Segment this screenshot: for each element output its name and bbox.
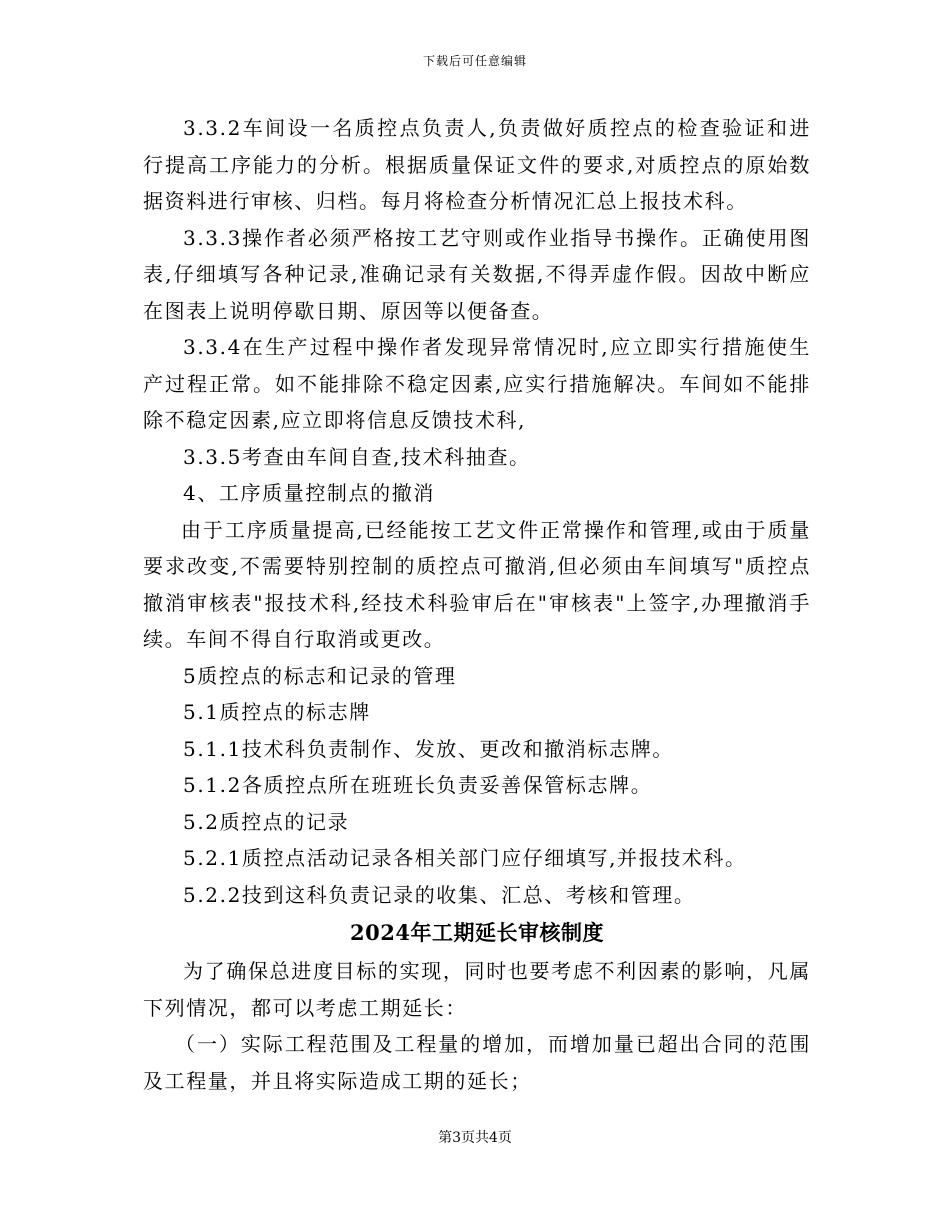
heading-section-5-1: 5.1质控点的标志牌 <box>183 700 371 724</box>
paragraph-5-1-1: 5.1.1技术科负责制作、发放、更改和撤消标志牌。 <box>183 736 674 761</box>
paragraph-5-1-2: 5.1.2各质控点所在班班长负责妥善保管标志牌。 <box>183 773 653 797</box>
paragraph-intro: 为了确保总进度目标的实现，同时也要考虑不利因素的影响，凡属下列情况，都可以考虑工期延长： <box>143 959 811 1020</box>
paragraph-5-2-2: 5.2.2技到这科负责记录的收集、汇总、考核和管理。 <box>183 882 696 907</box>
paragraph-3-3-5: 3.3.5考查由车间自查,技术科抽查。 <box>183 444 531 469</box>
paragraph-5-2-1: 5.2.1质控点活动记录各相关部门应仔细填写,并报技术科。 <box>183 846 747 870</box>
paragraph-3-3-3: 3.3.3操作者必须严格按工艺守则或作业指导书操作。正确使用图表,仔细填写各种记录,准确记录有关数据,不得弄虚作假。因故中断应在图表上说明停歇日期、原因等以便备查。 <box>143 225 811 323</box>
paragraph-section-4-body: 由于工序质量提高,已经能按工艺文件正常操作和管理,或由于质量要求改变,不需要特别控制的质控点可撤消,但必须由车间填写"质控点撤消审核表"报技术科,经技术科验审后在"审核表"上签字,办理撤消手续。车间不得自行取消或更改。 <box>143 517 811 651</box>
page-header: 下载后可任意编辑 <box>422 54 527 68</box>
heading-section-5-2: 5.2质控点的记录 <box>183 809 350 834</box>
heading-section-5: 5质控点的标志和记录的管理 <box>183 663 457 688</box>
section-title: 2024年工期延长审核制度 <box>350 920 604 945</box>
paragraph-item-1: （一）实际工程范围及工程量的增加，而增加量已超出合同的范围及工程量，并且将实际造成工期的延长； <box>143 1032 811 1093</box>
heading-section-4: 4、工序质量控制点的撤消 <box>183 481 435 505</box>
paragraph-3-3-4: 3.3.4在生产过程中操作者发现异常情况时,应立即实行措施使生产过程正常。如不能排除不稳定因素,应实行措施解决。车间如不能排除不稳定因素,应立即将信息反馈技术科, <box>143 335 811 432</box>
paragraph-3-3-2: 3.3.2车间设一名质控点负责人,负责做好质控点的检查验证和进行提高工序能力的分析。根据质量保证文件的要求,对质控点的原始数据资料进行审核、归档。每月将检查分析情况汇总上报技术科。 <box>143 116 811 213</box>
document-body <box>143 110 811 1099</box>
page-footer: 第3页共4页 <box>438 1130 512 1146</box>
